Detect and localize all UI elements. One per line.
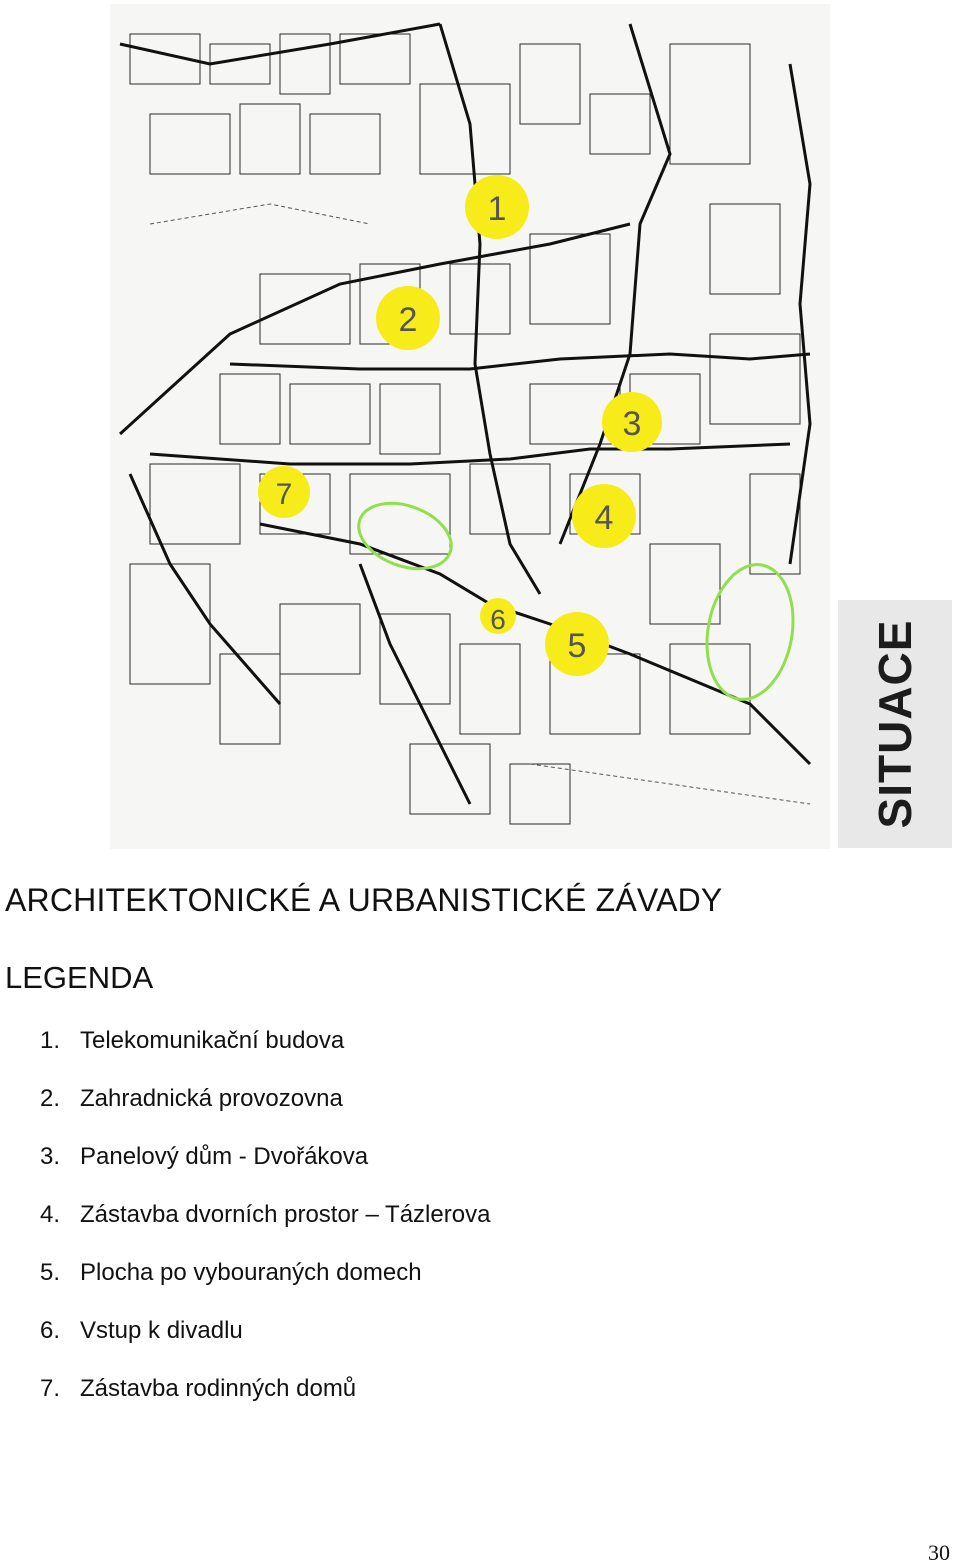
legend-item-text: Zástavba dvorních prostor – Tázlerova <box>80 1201 491 1228</box>
situation-label: SITUACE <box>869 619 921 829</box>
legend-item-text: Telekomunikační budova <box>80 1027 345 1054</box>
legend-item-text: Panelový dům - Dvořákova <box>80 1143 369 1170</box>
legend-item-number: 4. <box>40 1201 61 1228</box>
legend-item-number: 1. <box>40 1027 61 1054</box>
marker-6-label: 6 <box>490 604 506 635</box>
marker-3-label: 3 <box>622 405 642 443</box>
legend-item-text: Zahradnická provozovna <box>80 1085 343 1112</box>
legend-item-text: Plocha po vybouraných domech <box>80 1259 422 1286</box>
marker-7-label: 7 <box>275 478 293 511</box>
map-drawing <box>110 4 830 849</box>
legend-item-number: 5. <box>40 1259 61 1286</box>
legend-item-text: Zástavba rodinných domů <box>80 1375 357 1402</box>
legend-item-text: Vstup k divadlu <box>80 1317 243 1344</box>
marker-4-label: 4 <box>594 499 614 537</box>
city-map <box>110 4 830 849</box>
green-area-1 <box>350 491 461 580</box>
marker-1-label: 1 <box>487 190 507 228</box>
marker-2-label: 2 <box>398 301 418 339</box>
page-number: 30 <box>928 1540 950 1565</box>
legend-item-number: 3. <box>40 1143 61 1170</box>
legend-title: LEGENDA <box>5 960 154 995</box>
page-heading: ARCHITEKTONICKÉ A URBANISTICKÉ ZÁVADY <box>5 882 723 918</box>
legend-item-number: 7. <box>40 1375 61 1402</box>
legend-item-number: 2. <box>40 1085 61 1112</box>
marker-5-label: 5 <box>567 627 587 665</box>
situation-label-box <box>838 600 952 848</box>
legend-item-number: 6. <box>40 1317 61 1344</box>
